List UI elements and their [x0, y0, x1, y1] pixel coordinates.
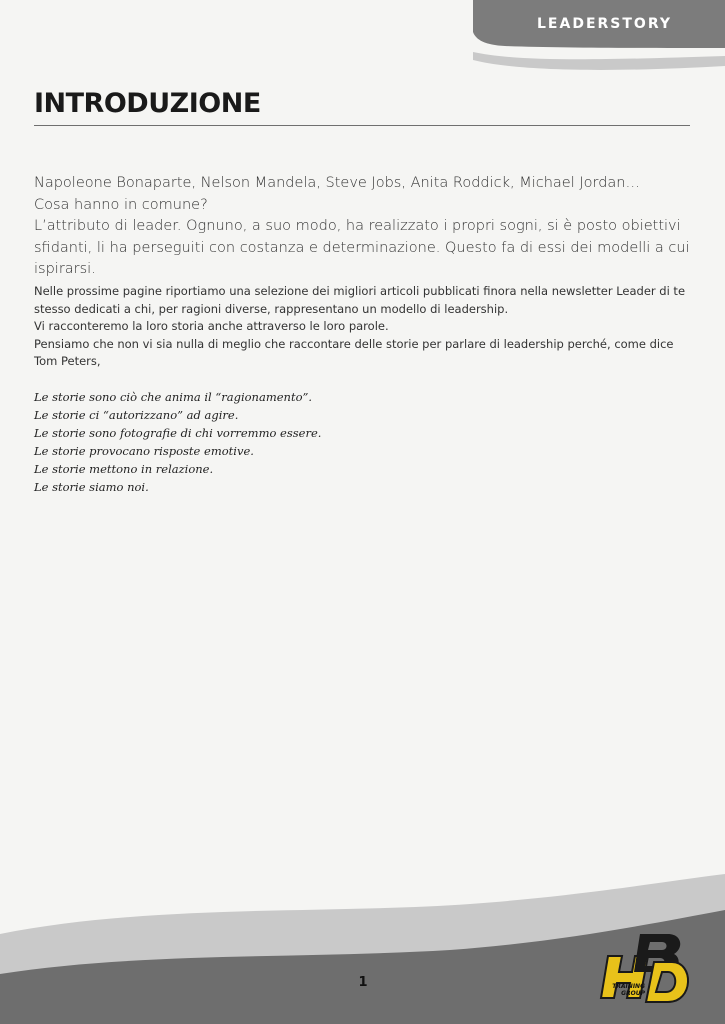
header-tab [0, 0, 725, 80]
logo-caption-line: GROUP [621, 990, 645, 997]
quote-line: Le storie sono ciò che anima il “ragionamento”. [34, 390, 313, 404]
body-block [34, 283, 694, 371]
header-brand-label: LEADERSTORY [537, 16, 672, 32]
body-paragraph: Nelle prossime pagine riportiamo una selezione dei migliori articoli pubblicati finora nella newsletter Leader di te stesso dedicati a chi, per ragioni diverse, rappresentano un modello di leadership. [34, 284, 686, 316]
page-number: 1 [358, 975, 368, 990]
quote-line: Le storie ci “autorizzano” ad agire. [34, 408, 239, 422]
body-paragraph: Pensiamo che non vi sia nulla di meglio che raccontare delle storie per parlare di leadership perché, come dice Tom Peters, [34, 336, 674, 368]
body-paragraph: Vi racconteremo la loro storia anche attraverso le loro parole. [34, 319, 389, 333]
quote-line: Le storie mettono in relazione. [34, 462, 214, 476]
intro-line: Napoleone Bonaparte, Nelson Mandela, Steve Jobs, Anita Roddick, Michael Jordan… [34, 175, 640, 191]
intro-line: Cosa hanno in comune? [34, 196, 208, 213]
quote-line: Le storie provocano risposte emotive. [34, 444, 254, 458]
title-divider [34, 125, 690, 126]
quote-line: Le storie siamo noi. [34, 480, 149, 494]
quotes-block [34, 388, 674, 496]
logo-caption-line: TRAINING [612, 983, 645, 990]
intro-line: L’attributo di leader. Ognuno, a suo modo, ha realizzato i propri sogni, si è posto obiettivi sfidanti, li ha perseguiti con costanza e determinazione. Questo fa di essi dei modelli a cui ispirarsi. [34, 218, 690, 277]
quote-line: Le storie sono fotografie di chi vorremmo essere. [34, 426, 322, 440]
intro-block [34, 173, 694, 281]
page-title: INTRODUZIONE [34, 88, 261, 119]
hbd-logo-icon [598, 928, 694, 1010]
logo-caption [605, 983, 645, 997]
